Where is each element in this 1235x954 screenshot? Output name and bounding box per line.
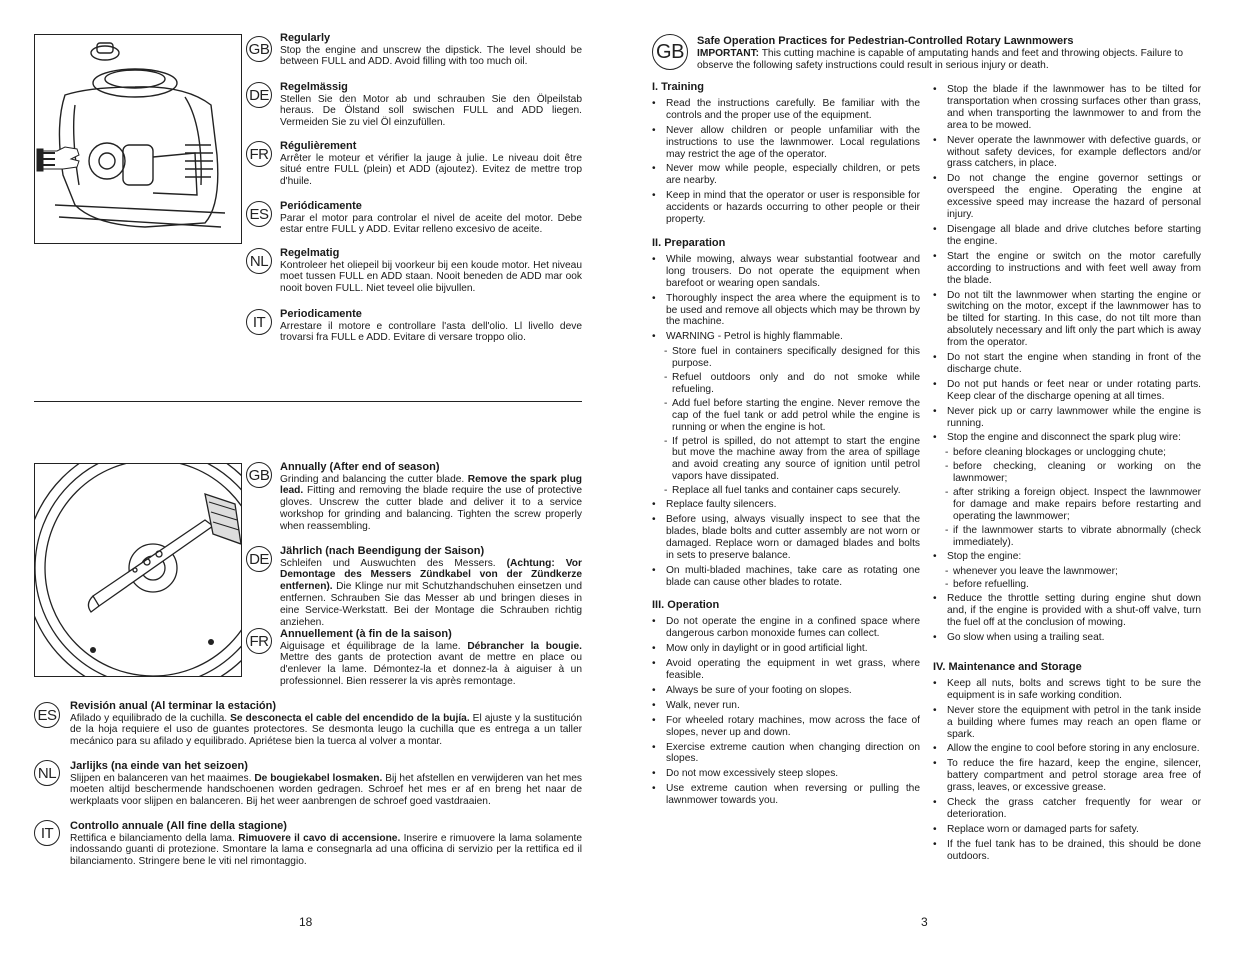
text-part: Die Klinge nur mit Schutzhandschuhen einsetzen und entfernen. Schrauben Sie das Messer ab und bringen dieses in eine Service-Werkstatt. Bei der Montage die Schrauben richtig anziehen. — [280, 581, 582, 629]
warning-text: (Achtung: Vor Demontage des Messers Zündkabel von der Zündkerze entfernen). — [280, 557, 582, 593]
bullet-list — [652, 616, 920, 807]
warning-text: De bougiekabel losmaken. — [254, 772, 383, 784]
oil-section-it — [280, 308, 582, 344]
lang-badge-it: IT — [34, 820, 60, 846]
sub-list-item: - Refuel outdoors only and do not smoke while refueling. — [652, 372, 920, 396]
list-item: • Read the instructions carefully. Be familiar with the controls and the proper use of the equipment. — [652, 98, 920, 122]
list-item: • Never allow children or people unfamiliar with the instructions to use the lawnmower. Local regulations may restrict the age of the operator. — [652, 125, 920, 161]
blade-section-es — [70, 700, 582, 748]
list-item: • For wheeled rotary machines, mow across the face of slopes, never up and down. — [652, 715, 920, 739]
lang-badge-es: ES — [34, 702, 60, 728]
bullet-list — [933, 678, 1201, 863]
list-item: • Avoid operating the equipment in wet grass, where feasible. — [652, 658, 920, 682]
list-item: • Do not change the engine governor settings or overspeed the engine. Operating the engine at excessive speed may increase the hazard of personal injury. — [933, 173, 1201, 221]
text-part: Inserire e rimuovere la lama solamente indossando guanti di protezione. Smontare la lama e consegnarla ad una officina di servizio per la rettifica ed il bilanciamento. Stringere bene le viti nel rimontaggio. — [70, 832, 582, 868]
list-item: • Exercise extreme caution when changing direction on slopes. — [652, 742, 920, 766]
section-text: Parar el motor para controlar el nivel de aceite del motor. Debe estar entre FULL y ADD. Evitar relleno excesivo de aceite. — [280, 212, 582, 236]
list-item: • Start the engine or switch on the motor carefully according to instructions and with feet well away from the blade. — [933, 251, 1201, 287]
bullet-list — [652, 254, 920, 589]
section-title: Periódicamente — [280, 200, 362, 212]
engine-drawing-icon — [35, 35, 241, 243]
lang-badge-gb: GB — [246, 462, 272, 488]
warning-text: Se desconecta el cable del encendido de la bujía. — [230, 712, 470, 724]
important-notice — [697, 48, 1207, 72]
page-number: 18 — [299, 915, 313, 929]
list-item: • Never operate the lawnmower with defective guards, or without safety devices, for example deflectors and/or grass catchers, in place. — [933, 135, 1201, 171]
lang-badge-gb: GB — [652, 34, 688, 70]
section-text — [280, 558, 582, 629]
list-item: • Do not start the engine when standing in front of the discharge chute. — [933, 352, 1201, 376]
section-title: Regelmässig — [280, 81, 348, 93]
list-item: • Before using, always visually inspect to see that the blades, blade bolts and cutter assembly are not worn or damaged. Replace worn or damaged blades and bolts in sets to preserve balance. — [652, 514, 920, 562]
blade-illustration — [34, 463, 242, 677]
warning-text: Débrancher la bougie. — [467, 640, 582, 652]
lang-badge-gb: GB — [246, 36, 272, 62]
text-part: Slijpen en balanceren van het maaimes. — [70, 772, 255, 784]
lang-badge-de: DE — [246, 82, 272, 108]
section-text — [70, 833, 582, 869]
list-item: • To reduce the fire hazard, keep the engine, silencer, battery compartment and petrol storage area free of grass, leaves, or excessive grease. — [933, 758, 1201, 794]
text-part: Fitting and removing the blade require the use of protective gloves. Unscrew the cutter blade and deliver it to a service workshop for grinding and balancing. Tighten the screw properly when reassembling. — [280, 485, 582, 533]
section-title: Revisión anual (Al terminar la estación) — [70, 700, 277, 712]
blade-drawing-icon — [35, 464, 241, 676]
list-item: • Never mow while people, especially children, or pets are nearby. — [652, 163, 920, 187]
sub-list-item: - Replace all fuel tanks and container caps securely. — [652, 485, 920, 497]
list-item: • Always be sure of your footing on slopes. — [652, 685, 920, 697]
text-part: Grinding and balancing the cutter blade. — [280, 473, 468, 485]
list-item: • Check the grass catcher frequently for wear or deterioration. — [933, 797, 1201, 821]
list-item: • Never store the equipment with petrol in the tank inside a building where fumes may reach an open flame or spark. — [933, 705, 1201, 741]
section-title: Annuellement (à fin de la saison) — [280, 628, 452, 640]
blade-section-de — [280, 545, 582, 629]
section-text — [70, 773, 582, 809]
list-item: • Keep in mind that the operator or user is responsible for accidents or hazards occurring to other people or their property. — [652, 190, 920, 226]
blade-section-nl — [70, 760, 582, 808]
page-number: 3 — [921, 915, 928, 929]
sub-list-item: - Store fuel in containers specifically designed for this purpose. — [652, 346, 920, 370]
section-text: Kontroleer het oliepeil bij voorkeur bij een koude motor. Het niveau moet tussen FULL en ADD staan. Nooit beneden de ADD mar ook nooit boven FULL. Niet teveel olie bijvullen. — [280, 259, 582, 295]
list-item: • Go slow when using a trailing seat. — [933, 632, 1201, 644]
list-item: • Never pick up or carry lawnmower while the engine is running. — [933, 406, 1201, 430]
section-title: Régulièrement — [280, 140, 357, 152]
section-text: Arrestare il motore e controllare l'asta dell'olio. Ll livello deve trovarsi fra FULL e ADD. Evitare di versare troppo olio. — [280, 320, 582, 344]
oil-section-es — [280, 200, 582, 236]
page-title: Safe Operation Practices for Pedestrian-Controlled Rotary Lawnmowers — [697, 35, 1074, 47]
sub-list-item: - Add fuel before starting the engine. Never remove the cap of the fuel tank or add petrol while the engine is running or when the engine is hot. — [652, 398, 920, 434]
list-item: • Stop the blade if the lawnmower has to be tilted for transportation when crossing surfaces other than grass, and when transporting the lawnmower to and from the area to be mowed. — [933, 84, 1201, 132]
section-title: Regelmatig — [280, 247, 340, 259]
list-item: • Mow only in daylight or in good artificial light. — [652, 643, 920, 655]
oil-section-nl — [280, 247, 582, 295]
sub-list-item: - If petrol is spilled, do not attempt to start the engine but move the machine away from the area of spillage and avoid creating any source of ignition until petrol vapors have dissipated. — [652, 436, 920, 484]
section-text — [70, 713, 582, 749]
warning-text: Remove the spark plug lead. — [280, 473, 583, 497]
section-title: Controllo annuale (All fine della stagione) — [70, 820, 287, 832]
oil-section-gb — [280, 32, 582, 68]
section-heading: IV. Maintenance and Storage — [933, 660, 1082, 673]
bullet-list — [933, 84, 1201, 644]
section-title: Regularly — [280, 32, 331, 44]
list-item: • Stop the engine and disconnect the spark plug wire: — [933, 432, 1201, 444]
list-item: • On multi-bladed machines, take care as rotating one blade can cause other blades to rotate. — [652, 565, 920, 589]
text-part: Bij het afstellen en verwijderen van het mes moeten altijd beschermende handschoenen worden gedragen. Schroef het mes er af en breng het naar de werkplaats voor slijpen en balanceren. Bij het weer aanbrengen de schroef goed vastdraaien. — [70, 772, 583, 808]
sub-list-item: - whenever you leave the lawnmower; — [933, 566, 1201, 578]
lang-badge-nl: NL — [246, 248, 272, 274]
list-item: • Keep all nuts, bolts and screws tight to be sure the equipment is in safe working condition. — [933, 678, 1201, 702]
section-text — [280, 641, 582, 689]
list-item: • Allow the engine to cool before storing in any enclosure. — [933, 743, 1201, 755]
list-item: • Do not tilt the lawnmower when starting the engine or switching on the motor, except if the lawnmower has to be tilted for starting. In this case, do not tilt more than absolutely necessary and lift only the part which is away from the operator. — [933, 290, 1201, 350]
text-part: Aiguisage et équilibrage de la lame. — [280, 640, 468, 652]
lang-badge-it: IT — [246, 309, 272, 335]
text-part: El ajuste y la sustitución de la hoja requiere el uso de guantes protectores. Se desmonta leugo la cuchilla que es entrega a un taller mecánico para su afilado y equilibrado. Apriétese bien la tuerca al volver a montar. — [70, 712, 582, 748]
list-item: • Disengage all blade and drive clutches before starting the engine. — [933, 224, 1201, 248]
lang-badge-fr: FR — [246, 628, 272, 654]
warning-text: Rimuovere il cavo di accensione. — [238, 832, 401, 844]
oil-section-fr — [280, 140, 582, 188]
sub-list-item: - before checking, cleaning or working on the lawnmower; — [933, 461, 1201, 485]
section-text — [280, 474, 582, 534]
list-item: • While mowing, always wear substantial footwear and long trousers. Do not operate the equipment when barefoot or wearing open sandals. — [652, 254, 920, 290]
section-title: Jährlich (nach Beendigung der Saison) — [280, 545, 485, 557]
blade-section-fr — [280, 628, 582, 688]
section-heading: I. Training — [652, 81, 704, 93]
section-text: Arrêter le moteur et vérifier la jauge à julie. Le niveau doit être situé entre FULL (plein) et ADD (ajoutez). Evitez de mettre trop d'huile. — [280, 152, 582, 188]
section-title: Periodicamente — [280, 308, 362, 320]
section-text: Stellen Sie den Motor ab und schrauben Sie den Ölpeilstab heraus. De Ölstand soll swischen FULL and ADD liegen. Vermeiden Sie zu viel Öl einzufüllen. — [280, 93, 582, 129]
section-heading: II. Preparation — [652, 236, 726, 249]
text-part: Schleifen und Auswuchten des Messers. — [280, 557, 507, 569]
blade-section-gb — [280, 461, 582, 533]
section-text: Stop the engine and unscrew the dipstick. The level should be between FULL and ADD. Avoid filling with too much oil. — [280, 44, 582, 68]
sub-list-item: - before refuelling. — [933, 579, 1201, 591]
lang-badge-de: DE — [246, 546, 272, 572]
sub-list-item: - after striking a foreign object. Inspect the lawnmower for damage and make repairs before restarting and operating the lawnmower; — [933, 487, 1201, 523]
list-item: • Walk, never run. — [652, 700, 920, 712]
list-item: • Thoroughly inspect the area where the equipment is to be used and remove all objects which may be thrown by the machine. — [652, 293, 920, 329]
section-title: Annually (After end of season) — [280, 461, 440, 473]
engine-illustration — [34, 34, 242, 244]
list-item: • Use extreme caution when reversing or pulling the lawnmower towards you. — [652, 783, 920, 807]
lang-badge-nl: NL — [34, 760, 60, 786]
lang-badge-es: ES — [246, 201, 272, 227]
safety-header — [697, 36, 1207, 72]
safety-column-right — [933, 84, 1201, 866]
list-item: • If the fuel tank has to be drained, this should be done outdoors. — [933, 839, 1201, 863]
list-item: • Replace worn or damaged parts for safety. — [933, 824, 1201, 836]
section-heading: III. Operation — [652, 599, 720, 612]
list-item: • Do not put hands or feet near or under rotating parts. Keep clear of the discharge opening at all times. — [933, 379, 1201, 403]
list-item: • Do not mow excessively steep slopes. — [652, 768, 920, 780]
bullet-list — [652, 98, 920, 226]
blade-section-it — [70, 820, 582, 868]
list-item: • WARNING - Petrol is highly flammable. — [652, 331, 920, 343]
oil-section-de — [280, 81, 582, 129]
sub-list-item: - before cleaning blockages or unclogging chute; — [933, 447, 1201, 459]
section-divider — [34, 401, 582, 402]
lang-badge-fr: FR — [246, 141, 272, 167]
safety-column-left — [652, 70, 920, 810]
section-title: Jarlijks (na einde van het seizoen) — [70, 760, 248, 772]
sub-list-item: - if the lawnmower starts to vibrate abnormally (check immediately). — [933, 525, 1201, 549]
important-text: This cutting machine is capable of amputating hands and feet and throwing objects. Failure to observe the following safety instructions could result in serious injury or death. — [697, 47, 1184, 71]
text-part: Mettre des gants de protection avant de mettre en place ou d'enlever la lame. Démontez-la et donnez-la à aiguiser à un professionnel. Bien resserer la vis après remontage. — [280, 652, 582, 688]
important-label: IMPORTANT: — [697, 47, 760, 59]
text-part: Rettifica e bilanciamento della lama. — [70, 832, 239, 844]
list-item: • Stop the engine: — [933, 551, 1201, 563]
list-item: • Do not operate the engine in a confined space where dangerous carbon monoxide fumes can collect. — [652, 616, 920, 640]
text-part: Afilado y equilibrado de la cuchilla. — [70, 712, 231, 724]
list-item: • Replace faulty silencers. — [652, 499, 920, 511]
list-item: • Reduce the throttle setting during engine shut down and, if the engine is provided with a shut-off valve, turn the fuel off at the conclusion of mowing. — [933, 593, 1201, 629]
